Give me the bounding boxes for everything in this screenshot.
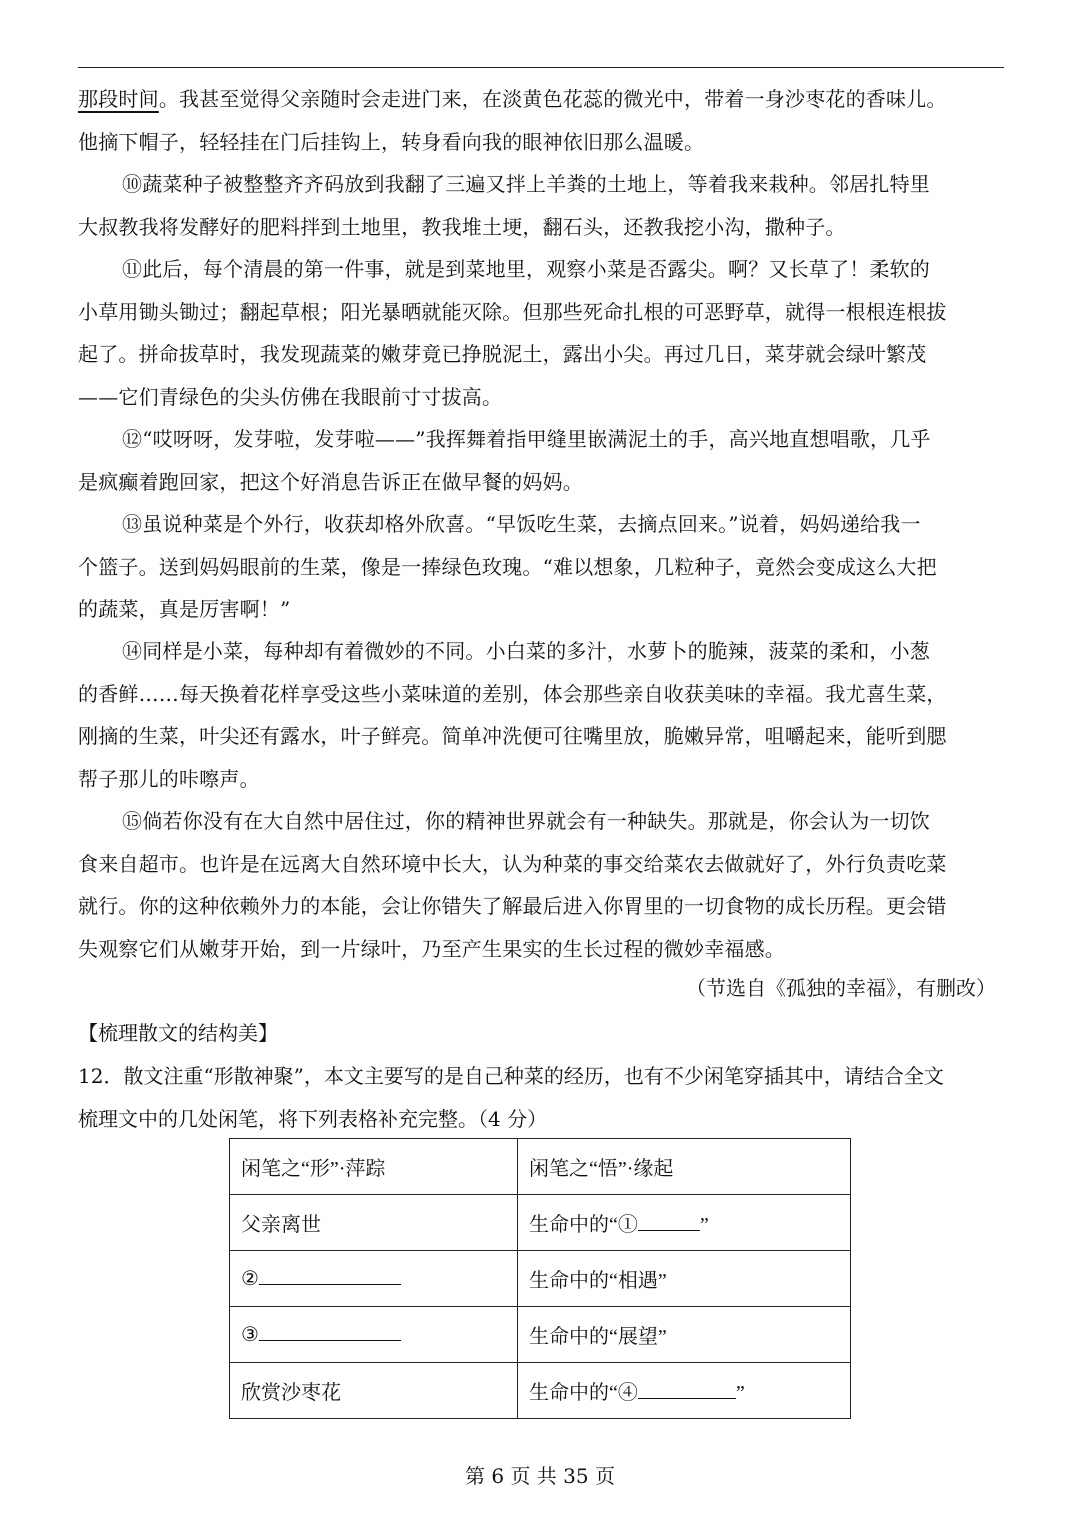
table-header-cell: 闲笔之“形”·萍踪 [230, 1139, 518, 1195]
table-cell: 生命中的“① ” [518, 1195, 851, 1251]
table-header-cell: 闲笔之“悟”·缘起 [518, 1139, 851, 1195]
paragraph-10: ⑩蔬菜种子被整整齐齐码放到我翻了三遍又拌上羊粪的土地上，等着我来栽种。邻居扎特里 大叔教我将发酵好的肥料拌到土地里，教我堆土埂，翻石头，还教我挖小沟，撒种子。 [78, 172, 930, 239]
paragraph-11: ⑪此后，每个清晨的第一件事，就是到菜地里，观察小菜是否露尖。啊？又长草了！柔软的 小草用锄头锄过；翻起草根；阳光暴晒就能灭除。但那些死命扎根的可恶野草，就得一根根连根拔 起了。拼命拔草时，我发现蔬菜的嫩芽竟已挣脱泥土，露出小尖。再过几日，菜芽就会绿叶繁茂 ——它们青绿色的尖头仿佛在我眼前寸寸拔高。 [78, 257, 947, 409]
table-cell: 生命中的“相遇” [518, 1251, 851, 1307]
top-rule [78, 67, 1004, 68]
question-12: 12．散文注重“形散神聚”，本文主要写的是自己种菜的经历，也有不少闲笔穿插其中，请结合全文 梳理文中的几处闲笔，将下列表格补充完整。（4 分） [78, 1064, 944, 1131]
answer-blank-3[interactable] [259, 1339, 401, 1341]
table-cell: 欣赏沙枣花 [230, 1363, 518, 1419]
page-footer: 第 6 页 共 35 页 [465, 1464, 615, 1488]
source-note: （节选自《孤独的幸福》，有删改） [686, 976, 996, 1000]
paragraph-13: ⑬虽说种菜是个外行，收获却格外欣喜。“早饭吃生菜，去摘点回来。”说着，妈妈递给我一 个篮子。送到妈妈眼前的生菜，像是一捧绿色玫瑰。“难以想象，几粒种子，竟然会变成这么大把 的蔬菜，真是厉害啊！” [78, 512, 937, 621]
table-row [230, 1307, 851, 1363]
table-header-row [230, 1139, 851, 1195]
table-row [230, 1363, 851, 1419]
paragraph-15: ⑮倘若你没有在大自然中居住过，你的精神世界就会有一种缺失。那就是，你会认为一切饮 食来自超市。也许是在远离大自然环境中长大，认为种菜的事交给菜农去做就好了，外行负责吃菜 就行。你的这种依赖外力的本能，会让你错失了解最后进入你胃里的一切食物的成长历程。更会错 失观察它们从嫩芽开始，到一片绿叶，乃至产生果实的生长过程的微妙幸福感。 [78, 809, 947, 961]
answer-blank-4[interactable] [638, 1397, 736, 1399]
table-cell: 生命中的“展望” [518, 1307, 851, 1363]
paragraph-12: ⑫“哎呀呀，发芽啦，发芽啦——”我挥舞着指甲缝里嵌满泥土的手，高兴地直想唱歌，几乎 是疯癫着跑回家，把这个好消息告诉正在做早餐的妈妈。 [78, 427, 931, 494]
table-cell: ③ [230, 1307, 518, 1363]
table-cell: 生命中的“④ ” [518, 1363, 851, 1419]
paragraph-continuation: 那段时间。我甚至觉得父亲随时会走进门来，在淡黄色花蕊的微光中，带着一身沙枣花的香味儿。 他摘下帽子，轻轻挂在门后挂钩上，转身看向我的眼神依旧那么温暖。 [78, 87, 947, 154]
table-cell: 父亲离世 [230, 1195, 518, 1251]
table-row [230, 1195, 851, 1251]
answer-table [229, 1138, 851, 1419]
table-cell: ② [230, 1251, 518, 1307]
table-row [230, 1251, 851, 1307]
paragraph-14: ⑭同样是小菜，每种却有着微妙的不同。小白菜的多汁，水萝卜的脆辣，菠菜的柔和，小葱 的香鲜……每天换着花样享受这些小菜味道的差别，体会那些亲自收获美味的幸福。我尤喜生菜， 刚摘的生菜，叶尖还有露水，叶子鲜亮。简单冲洗便可往嘴里放，脆嫩异常，咀嚼起来，能听到腮 帮子那儿的咔嚓声。 [78, 639, 947, 791]
answer-blank-1[interactable] [638, 1229, 700, 1231]
answer-blank-2[interactable] [259, 1283, 401, 1285]
section-heading: 【梳理散文的结构美】 [78, 1021, 278, 1045]
underlined-phrase: 那段时间 [78, 87, 159, 111]
